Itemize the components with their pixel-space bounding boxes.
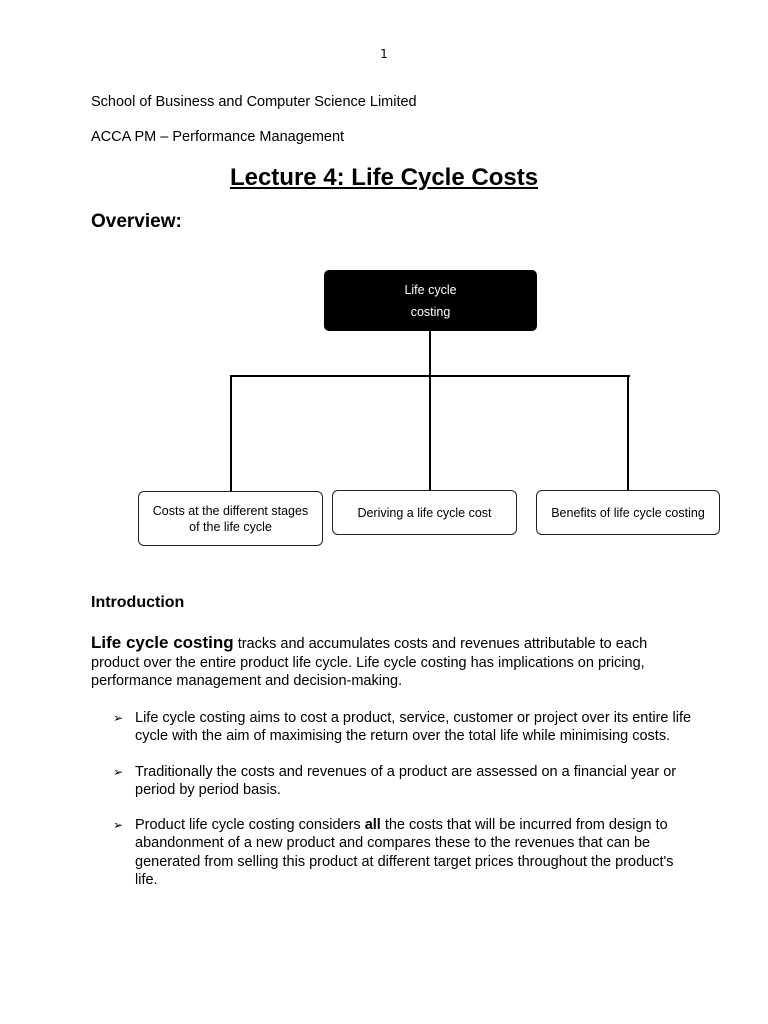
- connector-root-down: [429, 331, 431, 377]
- school-name: School of Business and Computer Science Limited: [91, 94, 417, 110]
- connector-left: [230, 375, 232, 492]
- bullet-text-2: Traditionally the costs and revenues of a product are assessed on a financial year or period by period basis.: [135, 763, 677, 798]
- bullet-3-start: Product life cycle costing considers: [135, 817, 365, 834]
- diagram-child-1-line2: of the life cycle: [189, 519, 272, 534]
- course-name: ACCA PM – Performance Management: [91, 129, 345, 145]
- arrow-bullet-icon: ➢: [113, 711, 124, 725]
- connector-middle: [429, 375, 431, 491]
- introduction-heading: Introduction: [91, 594, 185, 611]
- list-item: [113, 709, 693, 746]
- page-title: Lecture 4: Life Cycle Costs: [229, 164, 539, 191]
- diagram-child-2-label: Deriving a life cycle cost: [357, 505, 492, 520]
- page-number: 1: [380, 47, 388, 61]
- diagram-child-1-line1: Costs at the different stages: [152, 503, 309, 518]
- connector-right: [627, 375, 629, 491]
- bullet-text-3: [135, 817, 674, 888]
- diagram-root-box: [324, 270, 537, 331]
- diagram-child-costs-stages: [138, 491, 323, 546]
- introduction-text: tracks and accumulates costs and revenues attributable to each product over the entire product life cycle. Life cycle costing has implications on pricing, performance management and decision-making.: [91, 636, 648, 689]
- arrow-bullet-icon: ➢: [113, 818, 124, 833]
- bullet-3-end: the costs that will be incurred from design to abandonment of a new product and compares these to the revenues that can be generated from selling this product at different target prices throughout the product's life.: [135, 817, 674, 889]
- diagram-child-benefits: [536, 490, 720, 535]
- bullet-text-1: Life cycle costing aims to cost a product, service, customer or project over its entire life cycle with the aim of maximising the return over the total life while minimising costs.: [135, 710, 692, 745]
- list-item: [113, 763, 693, 800]
- introduction-paragraph: [91, 634, 691, 691]
- diagram-child-3-label: Benefits of life cycle costing: [551, 505, 705, 520]
- diagram-root-label-line1: Life cycle: [404, 282, 457, 297]
- diagram-child-deriving-cost: [332, 490, 517, 535]
- bullet-3-emphasis: all: [364, 817, 381, 834]
- list-item: [113, 816, 693, 889]
- diagram-root-label-line2: costing: [410, 304, 451, 319]
- arrow-bullet-icon: ➢: [113, 764, 124, 779]
- key-term: Life cycle costing: [91, 633, 234, 652]
- overview-heading: Overview:: [91, 211, 182, 232]
- bullet-list: [113, 709, 693, 906]
